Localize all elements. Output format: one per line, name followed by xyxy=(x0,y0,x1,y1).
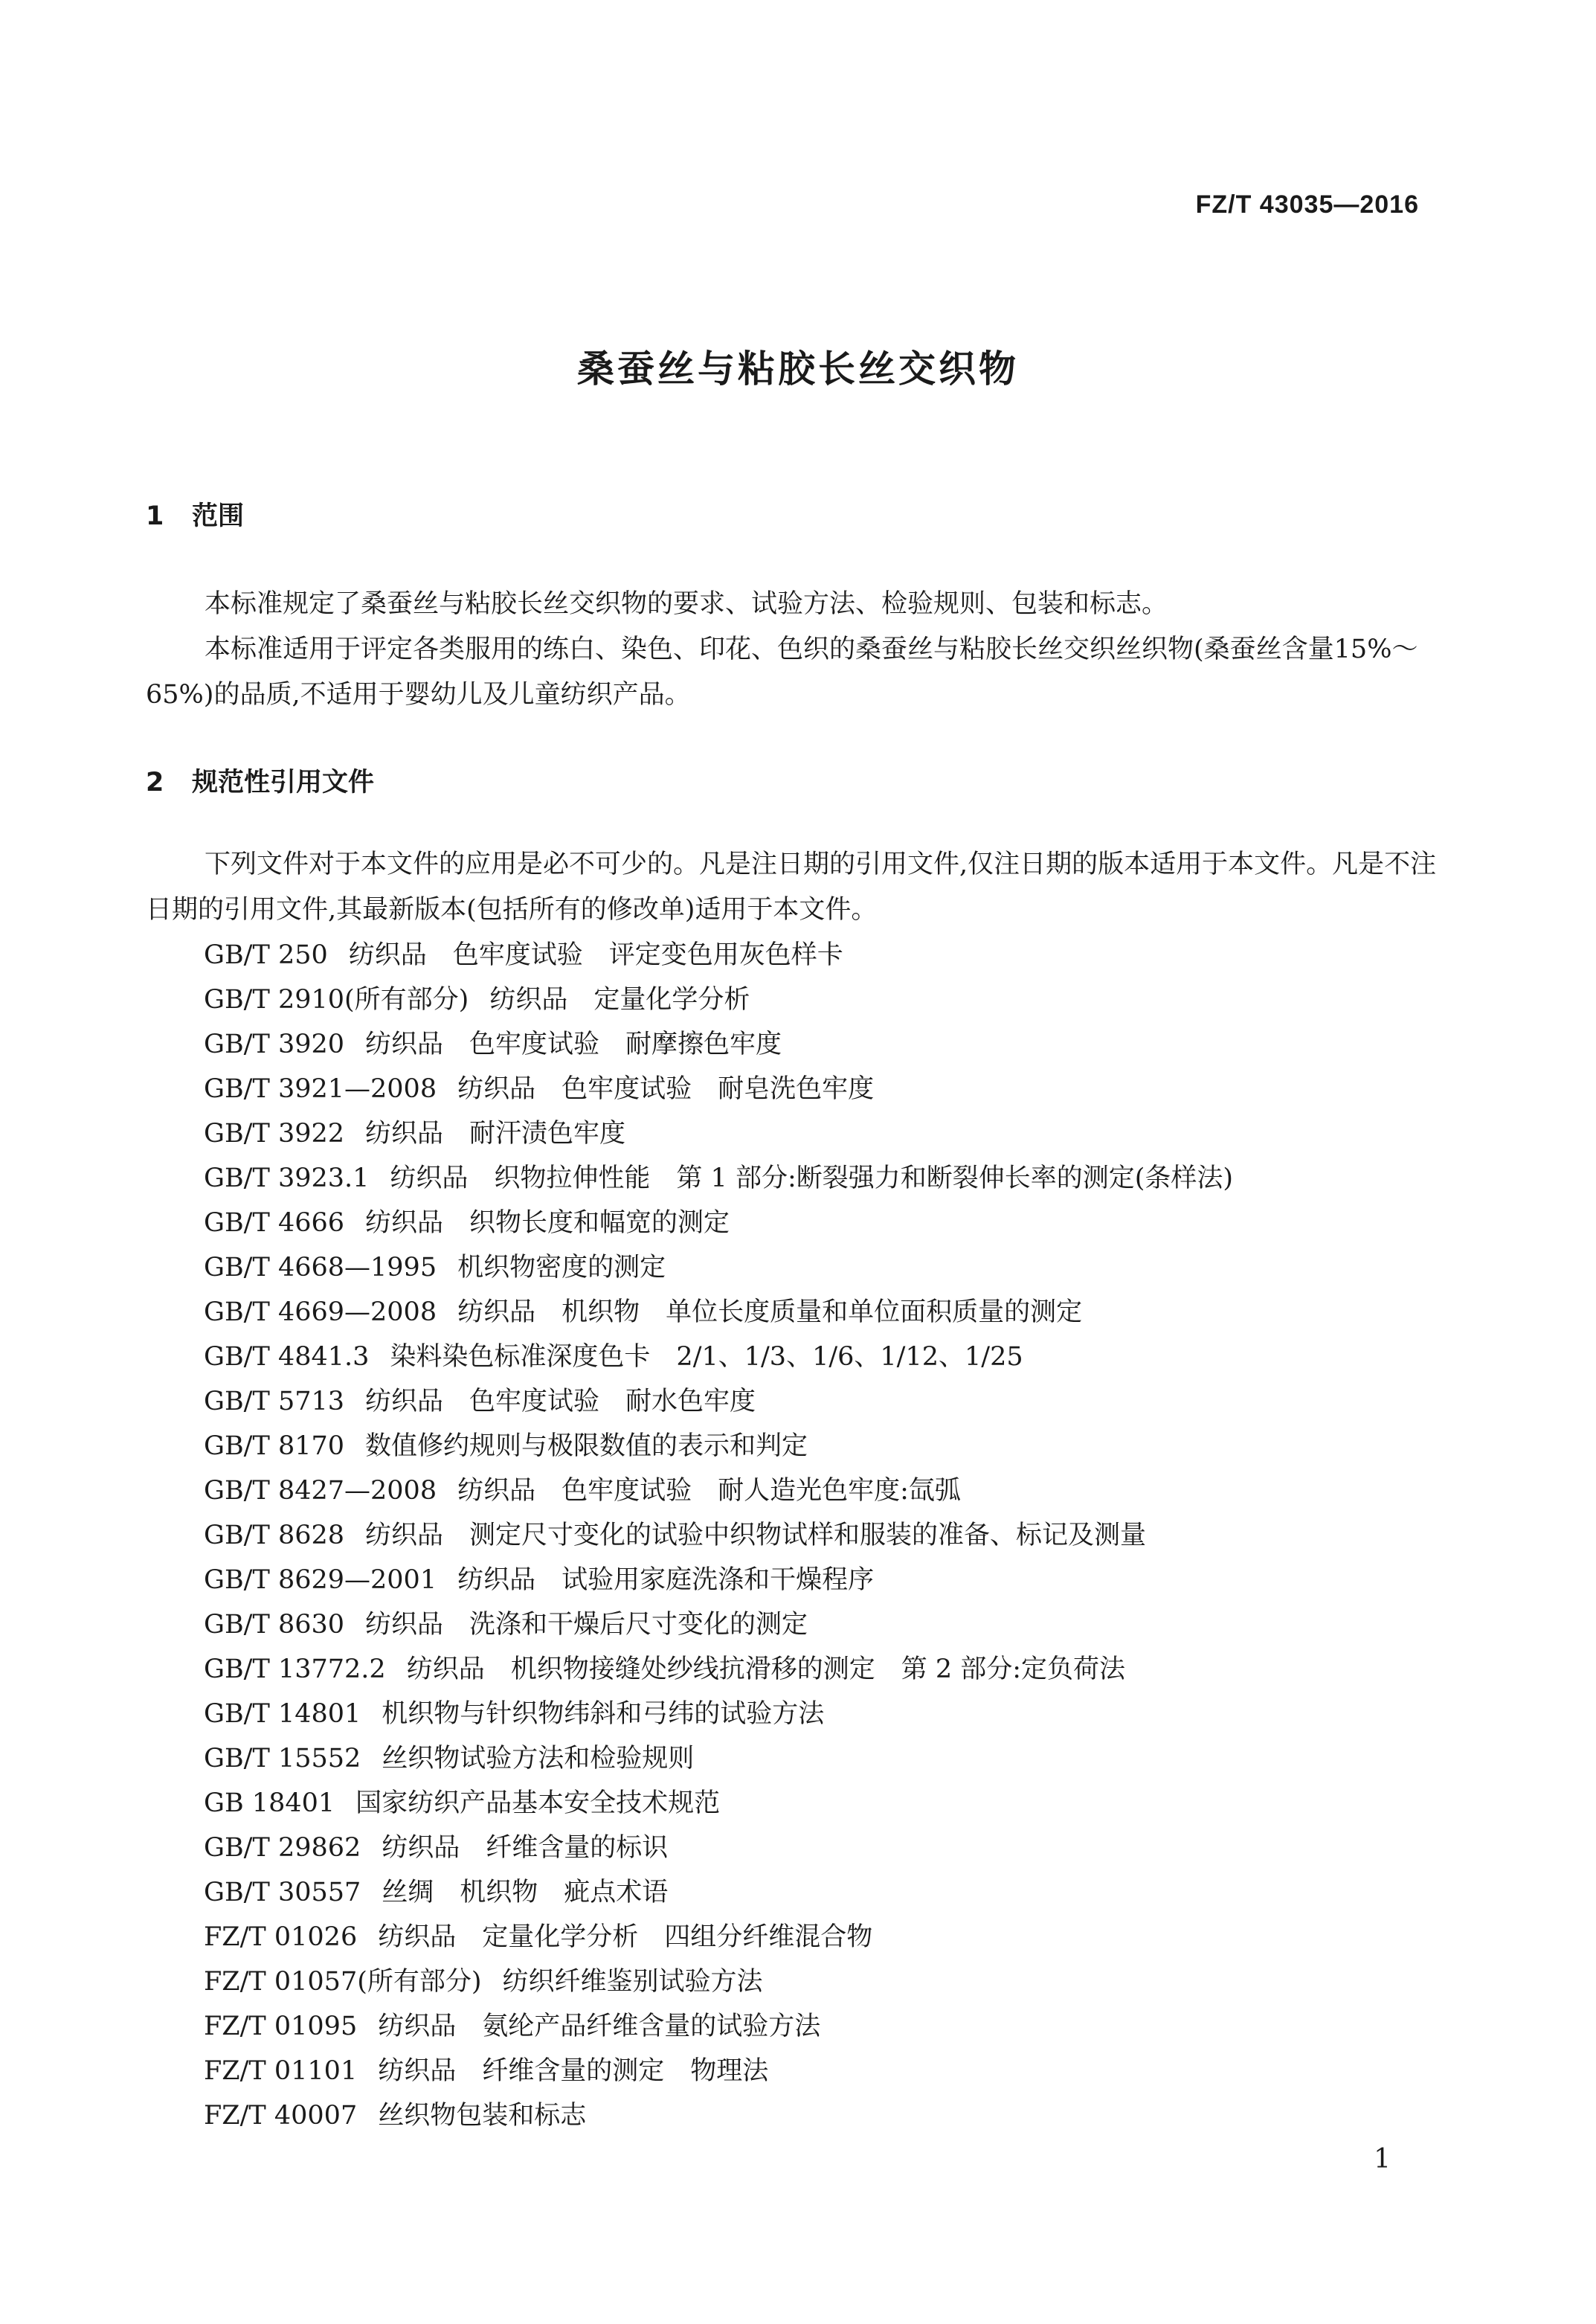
reference-item xyxy=(204,1022,1233,1067)
section-title: 规范性引用文件 xyxy=(192,768,375,797)
reference-item xyxy=(204,1379,1233,1424)
page-number: 1 xyxy=(1374,2144,1391,2174)
reference-code: GB/T 14801 xyxy=(204,1699,361,1729)
reference-item xyxy=(204,1424,1233,1468)
reference-item xyxy=(204,1513,1233,1558)
reference-code: GB/T 3922 xyxy=(204,1119,345,1149)
reference-title: 国家纺织产品基本安全技术规范 xyxy=(355,1788,721,1818)
reference-title: 纺织品 色牢度试验 耐水色牢度 xyxy=(365,1387,756,1416)
reference-list xyxy=(204,933,1233,2138)
reference-title: 丝绸 机织物 疵点术语 xyxy=(382,1878,669,1907)
reference-item xyxy=(204,1826,1233,1870)
reference-code: FZ/T 01057(所有部分) xyxy=(204,1967,482,1997)
reference-title: 染料染色标准深度色卡 2/1、1/3、1/6、1/12、1/25 xyxy=(390,1342,1023,1372)
section-2-heading xyxy=(146,762,374,799)
reference-code: GB/T 15552 xyxy=(204,1744,361,1774)
section-number: 2 xyxy=(146,768,164,797)
reference-item xyxy=(204,2093,1233,2138)
reference-item xyxy=(204,1558,1233,1602)
reference-title: 纺织品 纤维含量的测定 物理法 xyxy=(378,2056,769,2086)
reference-item xyxy=(204,1736,1233,1781)
reference-item xyxy=(204,1201,1233,1245)
reference-code: GB/T 29862 xyxy=(204,1833,361,1863)
reference-item xyxy=(204,1781,1233,1826)
reference-code: GB/T 3920 xyxy=(204,1030,345,1059)
reference-code: GB/T 8170 xyxy=(204,1431,345,1461)
reference-title: 纺织品 纤维含量的标识 xyxy=(382,1833,669,1863)
reference-code: GB/T 8427—2008 xyxy=(204,1476,437,1506)
reference-title: 纺织品 测定尺寸变化的试验中织物试样和服装的准备、标记及测量 xyxy=(365,1521,1147,1550)
reference-code: FZ/T 40007 xyxy=(204,2101,358,2131)
reference-title: 纺织品 机织物 单位长度质量和单位面积质量的测定 xyxy=(457,1297,1083,1327)
reference-code: FZ/T 01095 xyxy=(204,2012,358,2041)
reference-title: 纺织品 耐汗渍色牢度 xyxy=(365,1119,626,1149)
reference-title: 机织物密度的测定 xyxy=(457,1253,666,1283)
section-1-heading xyxy=(146,495,244,533)
reference-code: GB/T 250 xyxy=(204,940,328,970)
reference-code: GB/T 30557 xyxy=(204,1878,361,1907)
reference-item xyxy=(204,1602,1233,1647)
reference-title: 纺织品 织物拉伸性能 第 1 部分:断裂强力和断裂伸长率的测定(条样法) xyxy=(390,1163,1234,1193)
reference-item xyxy=(204,1111,1233,1156)
reference-code: GB 18401 xyxy=(204,1788,335,1818)
reference-item xyxy=(204,2049,1233,2093)
reference-item xyxy=(204,933,1233,978)
reference-code: GB/T 4666 xyxy=(204,1208,345,1238)
reference-item xyxy=(204,1335,1233,1379)
reference-item xyxy=(204,2004,1233,2049)
reference-code: GB/T 8629—2001 xyxy=(204,1565,437,1595)
reference-title: 丝织物包装和标志 xyxy=(378,2101,587,2131)
reference-code: GB/T 2910(所有部分) xyxy=(204,985,469,1015)
reference-item xyxy=(204,1156,1233,1201)
reference-title: 机织物与针织物纬斜和弓纬的试验方法 xyxy=(382,1699,825,1729)
reference-code: GB/T 4669—2008 xyxy=(204,1297,437,1327)
reference-title: 纺织品 洗涤和干燥后尺寸变化的测定 xyxy=(365,1610,808,1640)
normative-references-intro: 下列文件对于本文件的应用是必不可少的。凡是注日期的引用文件,仅注日期的版本适用于本文件。凡是不注日期的引用文件,其最新版本(包括所有的修改单)适用于本文件。 xyxy=(146,850,1437,925)
reference-code: FZ/T 01026 xyxy=(204,1922,358,1952)
scope-paragraph-2: 本标准适用于评定各类服用的练白、染色、印花、色织的桑蚕丝与粘胶长丝交织丝织物(桑蚕丝含量15%～65%)的品质,不适用于婴幼儿及儿童纺织产品。 xyxy=(146,635,1418,710)
reference-title: 纺织品 色牢度试验 评定变色用灰色样卡 xyxy=(348,940,843,970)
reference-code: GB/T 13772.2 xyxy=(204,1654,386,1684)
reference-title: 纺织品 色牢度试验 耐摩擦色牢度 xyxy=(365,1030,782,1059)
reference-code: GB/T 3921—2008 xyxy=(204,1074,437,1104)
reference-title: 纺织品 织物长度和幅宽的测定 xyxy=(365,1208,730,1238)
reference-title: 纺织品 定量化学分析 xyxy=(489,985,750,1015)
reference-code: GB/T 3923.1 xyxy=(204,1163,370,1193)
section-title: 范围 xyxy=(192,501,245,531)
reference-code: GB/T 4841.3 xyxy=(204,1342,370,1372)
reference-code: GB/T 8630 xyxy=(204,1610,345,1640)
reference-title: 纺织纤维鉴别试验方法 xyxy=(502,1967,763,1997)
reference-title: 数值修约规则与极限数值的表示和判定 xyxy=(365,1431,808,1461)
reference-title: 纺织品 定量化学分析 四组分纤维混合物 xyxy=(378,1922,873,1952)
reference-item xyxy=(204,1870,1233,1915)
reference-code: FZ/T 01101 xyxy=(204,2056,358,2086)
reference-item xyxy=(204,1067,1233,1111)
reference-item xyxy=(204,1647,1233,1692)
reference-code: GB/T 8628 xyxy=(204,1521,345,1550)
reference-item xyxy=(204,1915,1233,1959)
reference-title: 纺织品 色牢度试验 耐人造光色牢度:氙弧 xyxy=(457,1476,961,1506)
reference-item xyxy=(204,1692,1233,1736)
reference-item xyxy=(204,1290,1233,1335)
reference-item xyxy=(204,1959,1233,2004)
section-number: 1 xyxy=(146,501,164,531)
reference-title: 纺织品 氨纶产品纤维含量的试验方法 xyxy=(378,2012,821,2041)
reference-code: GB/T 4668—1995 xyxy=(204,1253,437,1283)
reference-item xyxy=(204,1245,1233,1290)
reference-title: 纺织品 试验用家庭洗涤和干燥程序 xyxy=(457,1565,875,1595)
reference-item xyxy=(204,1468,1233,1513)
document-title: 桑蚕丝与粘胶长丝交织物 xyxy=(577,347,1019,391)
reference-title: 纺织品 机织物接缝处纱线抗滑移的测定 第 2 部分:定负荷法 xyxy=(406,1654,1126,1684)
reference-item xyxy=(204,978,1233,1022)
standard-code: FZ/T 43035—2016 xyxy=(1195,190,1419,219)
reference-code: GB/T 5713 xyxy=(204,1387,345,1416)
scope-paragraph-1: 本标准规定了桑蚕丝与粘胶长丝交织物的要求、试验方法、检验规则、包装和标志。 xyxy=(205,589,1168,619)
reference-title: 丝织物试验方法和检验规则 xyxy=(382,1744,695,1774)
reference-title: 纺织品 色牢度试验 耐皂洗色牢度 xyxy=(457,1074,875,1104)
